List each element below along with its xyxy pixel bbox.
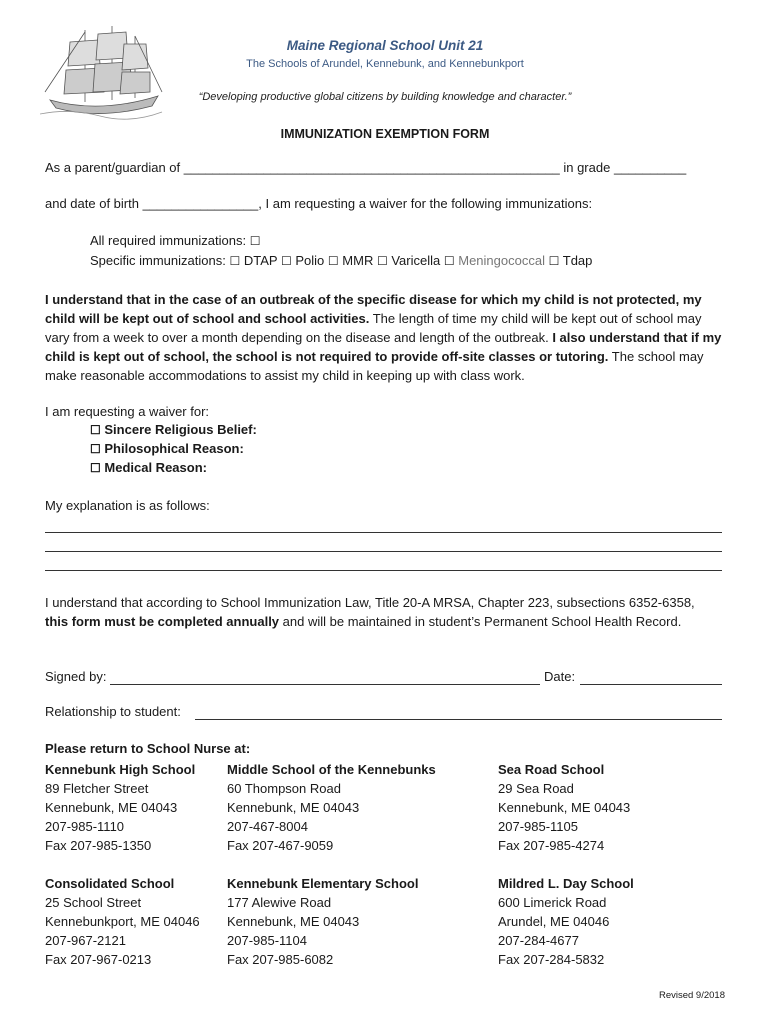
revised-date: Revised 9/2018 [658, 990, 725, 1001]
school-phone: 207-967-2121 [45, 933, 126, 948]
philosophical-label: Philosophical Reason: [104, 441, 244, 456]
date-label: Date: [544, 669, 576, 684]
law-text-1: I understand that according to School Immunization Law, Title 20-A MRSA, Chapter 223, subsections 6352-6358, [45, 595, 695, 610]
school-fax: Fax 207-284-5832 [498, 952, 605, 967]
relationship-field[interactable] [195, 719, 722, 720]
ship-logo [40, 22, 165, 122]
school-street: 60 Thompson Road [227, 781, 341, 796]
religious-label: Sincere Religious Belief: [104, 422, 257, 437]
school-city: Kennebunk, ME 04043 [45, 800, 178, 815]
school-card [227, 760, 436, 855]
outbreak-text-1: The length of time my child will be kept out of school may vary from a week to over a month depending on the disease and length of the outbreak. [45, 311, 702, 345]
varicella-checkbox[interactable]: ☐ [376, 254, 388, 268]
medical-option [90, 460, 207, 475]
guardian-line [45, 160, 686, 175]
waiver-label: I am requesting a waiver for: [45, 404, 210, 419]
form-title: IMMUNIZATION EXEMPTION FORM [280, 127, 490, 141]
law-text-2: and will be maintained in student’s Permanent School Health Record. [279, 614, 682, 629]
school-street: 29 Sea Road [498, 781, 574, 796]
mmr-label: MMR [342, 253, 374, 268]
dtap-checkbox[interactable]: ☐ [229, 254, 241, 268]
grade-label: in grade [559, 160, 614, 175]
school-city: Kennebunk, ME 04043 [227, 914, 360, 929]
school-street: 89 Fletcher Street [45, 781, 149, 796]
school-city: Kennebunk, ME 04043 [498, 800, 631, 815]
explanation-line-3[interactable] [45, 570, 722, 571]
religious-checkbox[interactable]: ☐ [90, 423, 101, 437]
school-card [498, 874, 634, 969]
medical-label: Medical Reason: [104, 460, 207, 475]
student-name-field[interactable]: ____________________________________________________ [183, 160, 560, 175]
specific-immunizations-label: Specific immunizations: [90, 253, 230, 268]
school-fax: Fax 207-967-0213 [45, 952, 152, 967]
signed-label: Signed by: [45, 669, 107, 684]
date-field[interactable] [580, 684, 722, 685]
school-street: 25 School Street [45, 895, 142, 910]
medical-checkbox[interactable]: ☐ [90, 461, 101, 475]
school-fax: Fax 207-985-1350 [45, 838, 152, 853]
all-immunizations-row [90, 233, 260, 248]
meningococcal-label: Meningococcal [458, 253, 545, 268]
school-card [498, 760, 630, 855]
district-title: Maine Regional School Unit 21 [286, 38, 484, 53]
school-name: Consolidated School [45, 876, 175, 891]
specific-immunizations-row [90, 253, 592, 268]
school-name: Sea Road School [498, 762, 605, 777]
grade-field[interactable]: __________ [613, 160, 687, 175]
explanation-line-1[interactable] [45, 532, 722, 533]
law-paragraph [45, 593, 715, 631]
explanation-line-2[interactable] [45, 551, 722, 552]
school-city: Arundel, ME 04046 [498, 914, 610, 929]
school-card [45, 760, 195, 855]
school-phone: 207-985-1110 [45, 819, 125, 834]
school-fax: Fax 207-467-9059 [227, 838, 334, 853]
school-fax: Fax 207-985-6082 [227, 952, 334, 967]
signature-field[interactable] [110, 684, 540, 685]
all-immunizations-checkbox[interactable]: ☐ [249, 234, 261, 248]
outbreak-paragraph [45, 290, 725, 385]
mmr-checkbox[interactable]: ☐ [327, 254, 339, 268]
school-city: Kennebunk, ME 04043 [227, 800, 360, 815]
school-name: Kennebunk High School [45, 762, 196, 777]
school-card [227, 874, 418, 969]
school-street: 600 Limerick Road [498, 895, 607, 910]
district-subtitle: The Schools of Arundel, Kennebunk, and Kennebunkport [246, 58, 524, 70]
school-card [45, 874, 200, 969]
outbreak-text-2: The school may make reasonable accommodations to assist my child in keeping up with class work. [45, 349, 704, 383]
school-fax: Fax 207-985-4274 [498, 838, 605, 853]
school-phone: 207-467-8004 [227, 819, 308, 834]
outbreak-bold-1: I understand that in the case of an outbreak of the specific disease for which my child is not protected, my child will be kept out of school and school activities. [45, 292, 702, 326]
guardian-label: As a parent/guardian of [45, 160, 184, 175]
dob-field[interactable]: ________________ [142, 196, 259, 211]
dtap-label: DTAP [243, 253, 278, 268]
polio-label: Polio [295, 253, 325, 268]
varicella-label: Varicella [391, 253, 441, 268]
philosophical-checkbox[interactable]: ☐ [90, 442, 101, 456]
tdap-label: Tdap [562, 253, 593, 268]
all-immunizations-label: All required immunizations: [90, 233, 250, 248]
relationship-label: Relationship to student: [45, 704, 181, 719]
polio-checkbox[interactable]: ☐ [280, 254, 292, 268]
return-label: Please return to School Nurse at: [45, 741, 251, 756]
dob-label: and date of birth [45, 196, 143, 211]
school-phone: 207-985-1105 [498, 819, 578, 834]
explanation-label: My explanation is as follows: [45, 498, 210, 513]
dob-line [45, 196, 592, 211]
outbreak-bold-2: I also understand that if my child is kept out of school, the school is not required to provide off-site classes or tutoring. [45, 330, 722, 364]
school-name: Mildred L. Day School [498, 876, 634, 891]
school-street: 177 Alewive Road [227, 895, 332, 910]
tdap-checkbox[interactable]: ☐ [548, 254, 560, 268]
school-name: Kennebunk Elementary School [227, 876, 419, 891]
meningococcal-checkbox[interactable]: ☐ [443, 254, 455, 268]
school-city: Kennebunkport, ME 04046 [45, 914, 200, 929]
philosophical-option [90, 441, 244, 456]
law-bold: this form must be completed annually [45, 614, 280, 629]
waiver-request-text: , I am requesting a waiver for the following immunizations: [258, 196, 593, 211]
religious-option [90, 422, 257, 437]
district-motto: “Developing productive global citizens by building knowledge and character.” [198, 91, 572, 103]
school-phone: 207-284-4677 [498, 933, 579, 948]
school-name: Middle School of the Kennebunks [227, 762, 436, 777]
school-phone: 207-985-1104 [227, 933, 307, 948]
